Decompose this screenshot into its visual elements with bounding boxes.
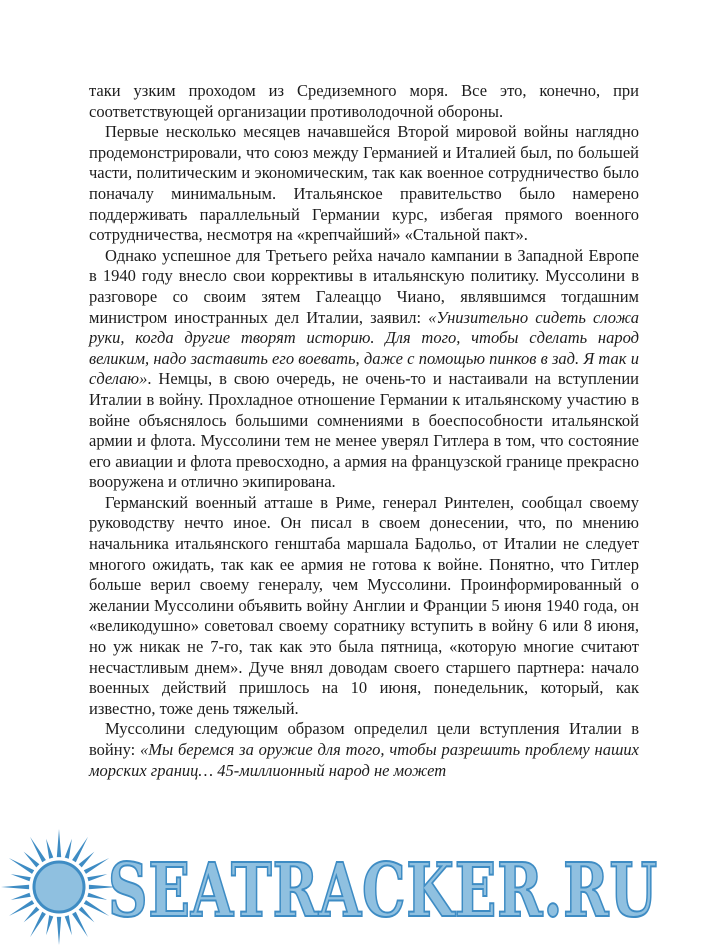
sun-ray [72,837,88,862]
sun-ray [1,885,29,889]
sun-ray [46,915,53,935]
text-segment: Муссолини следующим образом определил цели вступления Италии в войну: [89,719,639,759]
watermark [0,818,727,942]
sun-ray [65,915,72,935]
sun-ray [9,858,34,874]
sun-ray [65,839,72,859]
sun-ray [57,829,61,857]
sun-ray [11,874,31,881]
text-segment: . Немцы, в свою очередь, не очень-то и настаивали на вступлении Италии в войну. Прохладное отношение Германии к итальянскому участию в войне объяснялось большими сомнениями в боеспособности итальянской армии и флота. Муссолини тем не менее уверял Гитлера в том, что состояние его авиации и флота превосходно, а армия на французской границе прекрасно вооружена и отлично экипирована. [89,369,639,492]
sun-ray [9,900,34,916]
document-body [89,81,639,781]
quote-segment: «Мы беремся за оружие для того, чтобы разрешить проблему наших морских границ… 45-миллионный народ не может [89,740,639,780]
paragraph-5 [89,719,639,781]
text-segment: Первые несколько месяцев начавшейся Второй мировой войны наглядно продемонстрировали, что союз между Германией и Италией был, по большей части, политическим и экономическим, так как военное сотрудничество было поначалу минимальным. Итальянское правительство было намерено поддерживать параллельный Германии курс, избегая прямого военного сотрудничества, несмотря на «крепчайший» «Стальной пакт». [89,122,639,245]
text-segment: Германский военный атташе в Риме, генерал Ринтелен, сообщал своему руководству нечто иное. Он писал в своем донесении, что, по мнению начальника итальянского генштаба маршала Бадольо, от Италии не следует многого ожидать, так как ее армия не готова к войне. Понятно, что Гитлер больше верил своему генералу, чем Муссолини. Проинформированный о желании Муссолини объявить войну Англии и Франции 5 июня 1940 года, он «великодушно» советовал своему соратнику вступить в войну 6 или 8 июня, но уж никак не 7-го, так как это была пятница, «которую многие считают несчастливым днем». Дуче внял доводам своего старшего партнера: начало военных действий пришлось на 10 июня, понедельник, который, как известно, тоже день тяжелый. [89,492,639,718]
quote-segment: «Унизительно сидеть сложа руки, когда другие творят историю. Для того, чтобы сделать народ великим, надо заставить его воевать, даже с помощью пинков в зад. Я так и сделаю» [89,307,639,389]
sun-ray [24,852,40,868]
text-segment: Однако успешное для Третьего рейха начало кампании в Западной Европе в 1940 году внесло свои коррективы в итальянскую политику. Муссолини в разговоре со своим зятем Галеаццо Чиано, являвшимся тогдашним министром иностранных дел Италии, заявил: [89,245,639,327]
sun-ray [30,837,46,862]
sun-ray [30,912,46,937]
sun-ray [11,893,31,900]
sun-ray [24,907,40,923]
paragraph-1 [89,81,639,122]
paragraph-3 [89,246,639,493]
sun-ray [84,900,109,916]
sun-ray [79,852,95,868]
text-segment: таки узким проходом из Средиземного моря. Все это, конечно, при соответствующей организации противолодочной обороны. [89,81,639,121]
sun-icon [0,828,118,946]
sun-ray [46,839,53,859]
sun-ray [57,917,61,945]
paragraph-2 [89,122,639,246]
sun-ray [72,912,88,937]
sun-ray [87,893,107,900]
watermark-text: SEATRACKER.RU [108,848,658,934]
sun-ray [87,874,107,881]
sun-ray [84,858,109,874]
paragraph-4 [89,493,639,720]
sun-ray [79,907,95,923]
